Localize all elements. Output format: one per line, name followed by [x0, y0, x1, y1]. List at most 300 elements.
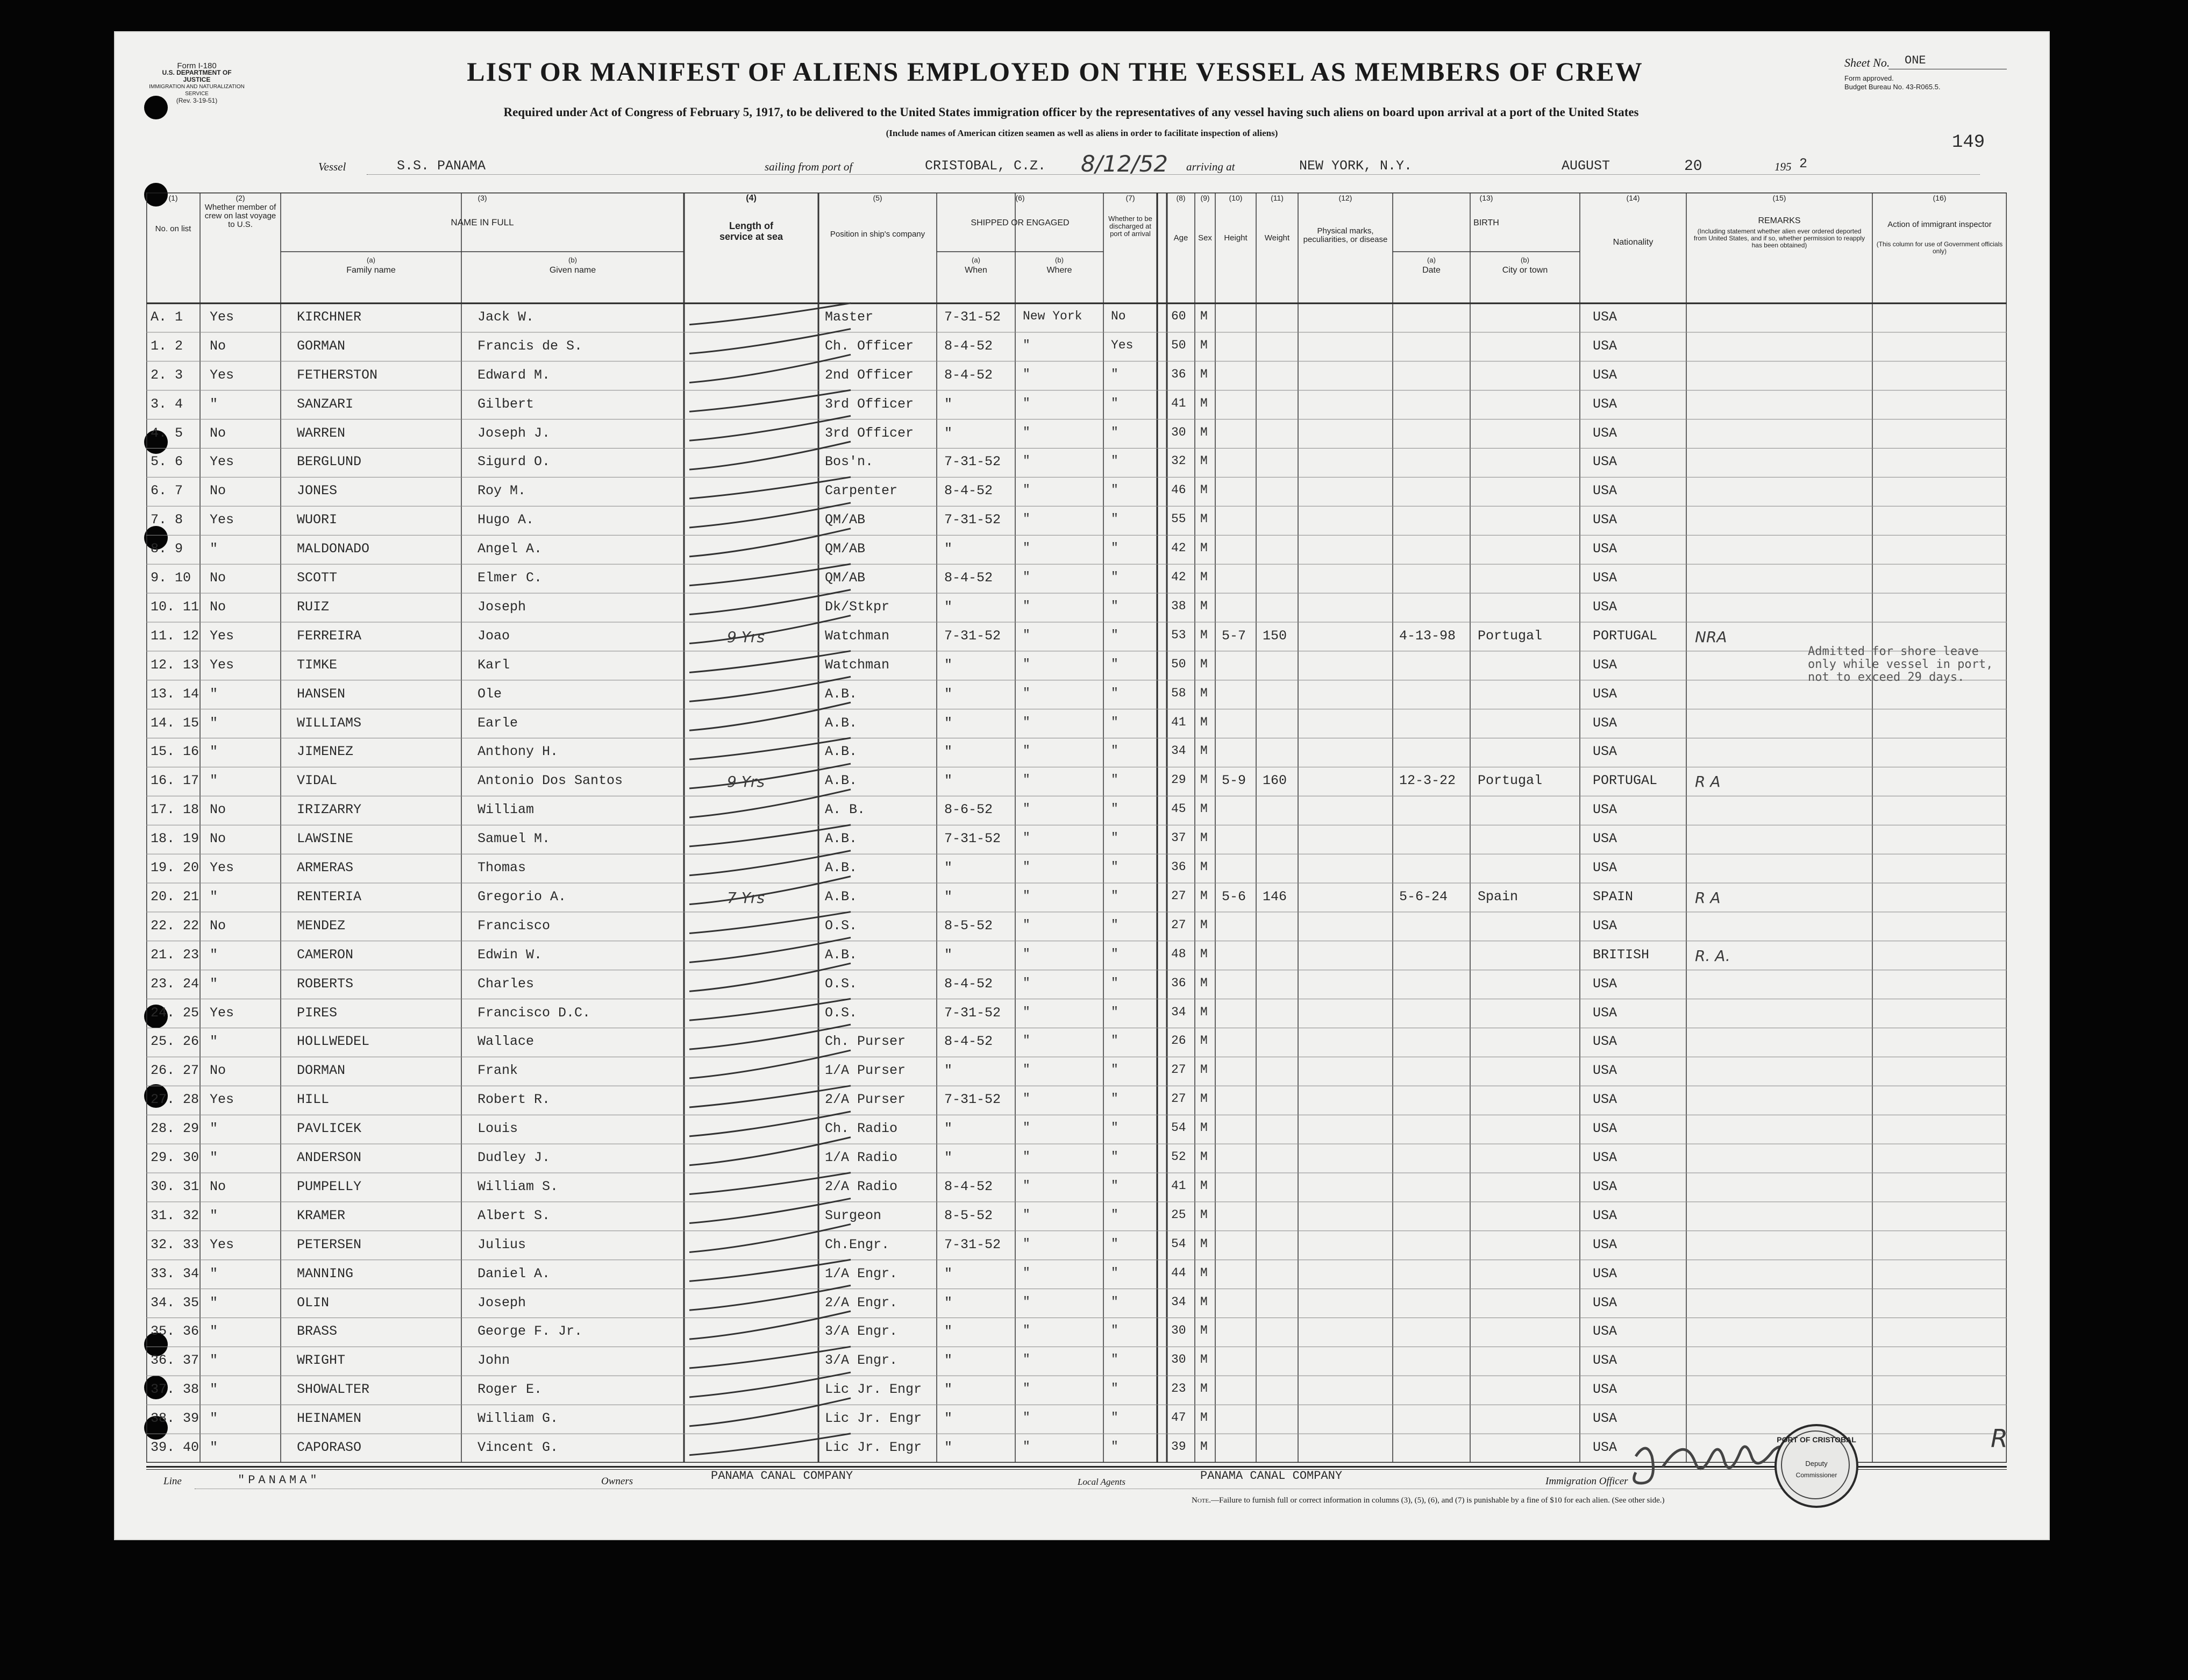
weight-cell: 160 [1263, 773, 1287, 789]
discharge-cell: " [1111, 917, 1118, 932]
vessel-name: S.S. PANAMA [397, 158, 486, 174]
discharge-cell: " [1111, 802, 1118, 816]
shipped-where-cell: " [1023, 1178, 1030, 1193]
crew-last-voyage-cell: Yes [210, 309, 234, 325]
margin-mark: R [1991, 1424, 2008, 1453]
family-name-cell: FETHERSTON [297, 367, 378, 383]
col12-title: Physical marks, peculiarities, or disease [1303, 226, 1388, 244]
given-name-cell: Roger E. [477, 1382, 543, 1398]
port-stamp [1774, 1424, 1858, 1508]
table-row [146, 1202, 2007, 1231]
table-row [146, 332, 2007, 361]
table-row [146, 1260, 2007, 1289]
row-number-cell: 21. 23 [151, 946, 199, 963]
form-subtitle: Required under Act of Congress of February 5, 1917, to be delivered to the United States immigration officer by the representatives of any vessel having such aliens on board upon arrival at a port of the United States [503, 105, 1639, 119]
shipped-when-cell: 7-31-52 [944, 831, 1001, 847]
form-number: Form I-180 [177, 61, 217, 70]
shipped-when-cell: 7-31-52 [944, 1092, 1001, 1108]
position-cell: Carpenter [825, 483, 898, 499]
table-row [146, 825, 2007, 854]
family-name-cell: WILLIAMS [297, 715, 362, 731]
row-number-cell: 20. 21 [151, 888, 199, 905]
discharge-cell: " [1111, 657, 1118, 671]
given-name-cell: Antonio Dos Santos [477, 773, 623, 789]
discharge-cell: " [1111, 367, 1118, 381]
nationality-cell: USA [1593, 1265, 1617, 1282]
row-number-cell: 33. 34 [151, 1265, 199, 1282]
table-row [146, 767, 2007, 796]
discharge-cell: " [1111, 1382, 1118, 1396]
position-cell: Lic Jr. Engr [825, 1440, 922, 1456]
age-cell: 23 [1171, 1382, 1186, 1396]
family-name-cell: IRIZARRY [297, 802, 362, 818]
given-name-cell: William S. [477, 1178, 559, 1194]
given-name-cell: Joseph J. [477, 425, 551, 441]
owners-value: PANAMA CANAL COMPANY [711, 1469, 853, 1483]
form-id-block [148, 62, 245, 104]
col2-title: Whether member of crew on last voyage to U.S. [204, 203, 276, 229]
family-name-cell: BERGLUND [297, 454, 362, 470]
shipped-where-cell: " [1023, 599, 1030, 613]
age-cell: 46 [1171, 483, 1186, 497]
table-row [146, 390, 2007, 419]
crew-table [146, 193, 2007, 1463]
discharge-cell: " [1111, 1034, 1118, 1048]
shipped-where-cell: " [1023, 454, 1030, 468]
nationality-cell: USA [1593, 1092, 1617, 1108]
col14-number: (14) [1626, 194, 1640, 202]
position-cell: 2nd Officer [825, 367, 914, 383]
family-name-cell: WARREN [297, 425, 346, 441]
age-cell: 41 [1171, 715, 1186, 729]
col13a-title: Date [1422, 266, 1441, 275]
row-number-cell: 9. 10 [151, 570, 191, 586]
family-name-cell: KIRCHNER [297, 309, 362, 325]
family-name-cell: SHOWALTER [297, 1382, 370, 1398]
table-row [146, 1231, 2007, 1260]
position-cell: Lic Jr. Engr [825, 1411, 922, 1427]
sex-cell: M [1200, 1323, 1208, 1338]
row-number-cell: 11. 12 [151, 628, 199, 644]
age-cell: 45 [1171, 802, 1186, 816]
sex-cell: M [1200, 802, 1208, 816]
shipped-when-cell: 7-31-52 [944, 454, 1001, 470]
family-name-cell: KRAMER [297, 1207, 346, 1223]
row-number-cell: 25. 26 [151, 1034, 199, 1050]
nationality-cell: USA [1593, 570, 1617, 586]
crew-last-voyage-cell: No [210, 338, 226, 354]
given-name-cell: Ole [477, 686, 502, 702]
table-row [146, 883, 2007, 912]
shipped-when-cell: " [944, 1411, 953, 1427]
age-cell: 26 [1171, 1034, 1186, 1048]
given-name-cell: Vincent G. [477, 1440, 559, 1456]
age-cell: 47 [1171, 1411, 1186, 1425]
age-cell: 34 [1171, 1005, 1186, 1019]
sex-cell: M [1200, 686, 1208, 700]
shipped-where-cell: " [1023, 1150, 1030, 1164]
officer-label: Immigration Officer [1545, 1476, 1628, 1487]
crew-last-voyage-cell: " [210, 541, 218, 557]
nationality-cell: USA [1593, 1034, 1617, 1050]
family-name-cell: OLIN [297, 1294, 330, 1311]
sex-cell: M [1200, 946, 1208, 961]
col3b-number: (b) [568, 256, 577, 264]
shipped-when-cell: " [944, 773, 953, 789]
shipped-where-cell: " [1023, 946, 1030, 961]
col3-title: NAME IN FULL [451, 217, 514, 227]
shipped-when-cell: 8-4-52 [944, 367, 993, 383]
crew-last-voyage-cell: Yes [210, 367, 234, 383]
shipped-when-cell: " [944, 599, 953, 615]
crew-last-voyage-cell: " [210, 946, 218, 963]
nationality-cell: USA [1593, 657, 1617, 673]
col16-title: Action of immigrant inspector [1887, 220, 1992, 229]
position-cell: A.B. [825, 831, 858, 847]
shipped-when-cell: 7-31-52 [944, 1236, 1001, 1252]
family-name-cell: GORMAN [297, 338, 346, 354]
row-number-cell: 30. 31 [151, 1178, 199, 1194]
discharge-cell: " [1111, 1411, 1118, 1425]
age-cell: 37 [1171, 831, 1186, 845]
shipped-when-cell: " [944, 715, 953, 731]
discharge-cell: " [1111, 1063, 1118, 1077]
table-row [146, 1086, 2007, 1115]
given-name-cell: Edwin W. [477, 946, 543, 963]
position-cell: A.B. [825, 686, 858, 702]
position-cell: 2/A Engr. [825, 1294, 898, 1311]
row-number-cell: 2. 3 [151, 367, 183, 383]
position-cell: Surgeon [825, 1207, 882, 1223]
position-cell: 2/A Purser [825, 1092, 906, 1108]
discharge-cell: " [1111, 396, 1118, 410]
table-row [146, 1028, 2007, 1057]
table-row [146, 361, 2007, 390]
family-name-cell: PUMPELLY [297, 1178, 362, 1194]
row-number-cell: 24. 25 [151, 1005, 199, 1021]
family-name-cell: PETERSEN [297, 1236, 362, 1252]
sex-cell: M [1200, 396, 1208, 410]
discharge-cell: " [1111, 976, 1118, 990]
shipped-where-cell: " [1023, 802, 1030, 816]
shipped-where-cell: " [1023, 1092, 1030, 1106]
age-cell: 55 [1171, 512, 1186, 526]
age-cell: 36 [1171, 976, 1186, 990]
age-cell: 60 [1171, 309, 1186, 323]
row-number-cell: 38. 39 [151, 1411, 199, 1427]
crew-last-voyage-cell: No [210, 1178, 226, 1194]
discharge-cell: " [1111, 483, 1118, 497]
sex-cell: M [1200, 1411, 1208, 1425]
col4-title: Length of service at sea [719, 220, 783, 242]
position-cell: QM/AB [825, 541, 866, 557]
position-cell: Master [825, 309, 874, 325]
crew-last-voyage-cell: " [210, 976, 218, 992]
shipped-where-cell: " [1023, 1382, 1030, 1396]
position-cell: QM/AB [825, 570, 866, 586]
nationality-cell: USA [1593, 1150, 1617, 1166]
shipped-where-cell: " [1023, 512, 1030, 526]
table-row [146, 1289, 2007, 1318]
crew-last-voyage-cell: Yes [210, 1092, 234, 1108]
sex-cell: M [1200, 1034, 1208, 1048]
arriving-label: arriving at [1186, 160, 1235, 173]
shipped-when-cell: " [944, 888, 953, 905]
col13-title: BIRTH [1473, 218, 1499, 227]
crew-last-voyage-cell: " [210, 1294, 218, 1311]
col6-number: (6) [1015, 194, 1025, 202]
row-number-cell: 35. 36 [151, 1323, 199, 1340]
nationality-cell: USA [1593, 917, 1617, 934]
col11-title: Weight [1264, 233, 1290, 243]
family-name-cell: RUIZ [297, 599, 330, 615]
discharge-cell: " [1111, 425, 1118, 439]
given-name-cell: Joseph [477, 1294, 526, 1311]
shipped-where-cell: " [1023, 1440, 1030, 1454]
sex-cell: M [1200, 338, 1208, 352]
position-cell: A. B. [825, 802, 866, 818]
col7-number: (7) [1125, 194, 1135, 202]
discharge-cell: " [1111, 1092, 1118, 1106]
sex-cell: M [1200, 1063, 1208, 1077]
departure-port: CRISTOBAL, C.Z. [925, 158, 1046, 174]
age-cell: 27 [1171, 888, 1186, 903]
given-name-cell: William [477, 802, 534, 818]
col15-subtitle: (Including statement whether alien ever ordered deported from United States, and if so, whether permission to reapply has been obtained) [1693, 227, 1865, 249]
nationality-cell: USA [1593, 860, 1617, 876]
department: U.S. DEPARTMENT OF JUSTICE [162, 69, 232, 83]
family-name-cell: VIDAL [297, 773, 338, 789]
given-name-cell: Sigurd O. [477, 454, 551, 470]
age-cell: 27 [1171, 1063, 1186, 1077]
col13a-number: (a) [1427, 256, 1436, 264]
col13-number: (13) [1479, 194, 1493, 202]
age-cell: 36 [1171, 860, 1186, 874]
weight-cell: 146 [1263, 888, 1287, 905]
age-cell: 30 [1171, 425, 1186, 439]
row-number-cell: 13. 14 [151, 686, 199, 702]
crew-last-voyage-cell: " [210, 1121, 218, 1137]
shipped-when-cell: " [944, 946, 953, 963]
shipped-when-cell: " [944, 1150, 953, 1166]
sex-cell: M [1200, 512, 1208, 526]
shipped-where-cell: " [1023, 1034, 1030, 1048]
crew-last-voyage-cell: " [210, 396, 218, 412]
family-name-cell: LAWSINE [297, 831, 354, 847]
age-cell: 44 [1171, 1265, 1186, 1280]
line-value: "PANAMA" [238, 1473, 320, 1487]
nationality-cell: USA [1593, 1411, 1617, 1427]
nationality-cell: USA [1593, 976, 1617, 992]
col6-title: SHIPPED OR ENGAGED [971, 218, 1070, 227]
shipped-where-cell: " [1023, 338, 1030, 352]
family-name-cell: HANSEN [297, 686, 346, 702]
position-cell: A.B. [825, 715, 858, 731]
family-name-cell: SANZARI [297, 396, 354, 412]
nationality-cell: SPAIN [1593, 888, 1634, 905]
col8-title: Age [1173, 233, 1188, 243]
shipped-where-cell: " [1023, 1063, 1030, 1077]
row-number-cell: 39. 40 [151, 1440, 199, 1456]
table-row [146, 651, 2007, 680]
discharge-cell: " [1111, 715, 1118, 729]
nationality-cell: USA [1593, 831, 1617, 847]
service-length-cell: 7 Yrs [727, 888, 765, 907]
shipped-when-cell: " [944, 744, 953, 760]
row-number-cell: 12. 13 [151, 657, 199, 673]
nationality-cell: USA [1593, 1352, 1617, 1369]
row-number-cell: 18. 19 [151, 831, 199, 847]
shipped-where-cell: " [1023, 1323, 1030, 1338]
position-cell: Watchman [825, 657, 890, 673]
table-row [146, 1057, 2007, 1086]
birth-date-cell: 12-3-22 [1399, 773, 1456, 789]
given-name-cell: William G. [477, 1411, 559, 1427]
age-cell: 29 [1171, 773, 1186, 787]
position-cell: 3/A Engr. [825, 1323, 898, 1340]
family-name-cell: MALDONADO [297, 541, 370, 557]
given-name-cell: Elmer C. [477, 570, 543, 586]
family-name-cell: HEINAMEN [297, 1411, 362, 1427]
sex-cell: M [1200, 1352, 1208, 1367]
nationality-cell: USA [1593, 483, 1617, 499]
weight-cell: 150 [1263, 628, 1287, 644]
note-label: Note. [1192, 1496, 1211, 1505]
table-row [146, 1318, 2007, 1347]
col5-title: Position in ship's company [830, 230, 925, 239]
age-cell: 36 [1171, 367, 1186, 381]
col10-number: (10) [1229, 194, 1243, 202]
table-row [146, 796, 2007, 825]
given-name-cell: Dudley J. [477, 1150, 551, 1166]
age-cell: 50 [1171, 657, 1186, 671]
position-cell: O.S. [825, 976, 858, 992]
discharge-cell: " [1111, 888, 1118, 903]
age-cell: 50 [1171, 338, 1186, 352]
nationality-cell: USA [1593, 309, 1617, 325]
nationality-cell: USA [1593, 367, 1617, 383]
table-row [146, 477, 2007, 506]
sex-cell: M [1200, 1092, 1208, 1106]
remarks-cell: R A [1695, 773, 1721, 791]
nationality-cell: USA [1593, 802, 1617, 818]
position-cell: 1/A Radio [825, 1150, 898, 1166]
given-name-cell: Robert R. [477, 1092, 551, 1108]
shipped-where-cell: New York [1023, 309, 1082, 323]
crew-last-voyage-cell: " [210, 1352, 218, 1369]
position-cell: Lic Jr. Engr [825, 1382, 922, 1398]
row-number-cell: 27. 28 [151, 1092, 199, 1108]
nationality-cell: USA [1593, 1005, 1617, 1021]
given-name-cell: George F. Jr. [477, 1323, 583, 1340]
shipped-where-cell: " [1023, 367, 1030, 381]
nationality-cell: USA [1593, 338, 1617, 354]
arrival-day: 20 [1684, 158, 1702, 175]
family-name-cell: HOLLWEDEL [297, 1034, 370, 1050]
given-name-cell: Earle [477, 715, 518, 731]
shipped-where-cell: " [1023, 570, 1030, 585]
shipped-when-cell: " [944, 1121, 953, 1137]
position-cell: 3/A Engr. [825, 1352, 898, 1369]
given-name-cell: Angel A. [477, 541, 543, 557]
sex-cell: M [1200, 425, 1208, 439]
age-cell: 52 [1171, 1150, 1186, 1164]
col6a-number: (a) [972, 256, 980, 264]
family-name-cell: MANNING [297, 1265, 354, 1282]
shipped-when-cell: 7-31-52 [944, 628, 1001, 644]
position-cell: QM/AB [825, 512, 866, 528]
crew-last-voyage-cell: " [210, 744, 218, 760]
discharge-cell: " [1111, 1265, 1118, 1280]
stamp-mid-text: Deputy [1805, 1460, 1828, 1468]
sex-cell: M [1200, 1440, 1208, 1454]
family-name-cell: HILL [297, 1092, 330, 1108]
col7-title: Whether to be discharged at port of arrival [1108, 215, 1152, 238]
shipped-when-cell: 8-5-52 [944, 917, 993, 934]
given-name-cell: Albert S. [477, 1207, 551, 1223]
discharge-cell: " [1111, 1178, 1118, 1193]
position-cell: 1/A Purser [825, 1063, 906, 1079]
position-cell: A.B. [825, 946, 858, 963]
shipped-where-cell: " [1023, 541, 1030, 556]
given-name-cell: Gregorio A. [477, 888, 567, 905]
given-name-cell: Thomas [477, 860, 526, 876]
sex-cell: M [1200, 541, 1208, 556]
discharge-cell: " [1111, 1294, 1118, 1309]
col14-title: Nationality [1613, 238, 1654, 247]
age-cell: 25 [1171, 1207, 1186, 1222]
birth-city-cell: Spain [1478, 888, 1519, 905]
nationality-cell: USA [1593, 1294, 1617, 1311]
table-row [146, 854, 2007, 883]
shipped-when-cell: " [944, 686, 953, 702]
row-number-cell: 6. 7 [151, 483, 183, 499]
shipped-when-cell: 8-4-52 [944, 1178, 993, 1194]
remarks-cell: NRA [1695, 628, 1727, 646]
crew-last-voyage-cell: " [210, 888, 218, 905]
crew-last-voyage-cell: " [210, 686, 218, 702]
age-cell: 54 [1171, 1236, 1186, 1251]
shipped-when-cell: 7-31-52 [944, 512, 1001, 528]
remarks-cell: R. A. [1695, 946, 1730, 965]
nationality-cell: USA [1593, 396, 1617, 412]
family-name-cell: TIMKE [297, 657, 338, 673]
sex-cell: M [1200, 599, 1208, 613]
family-name-cell: BRASS [297, 1323, 338, 1340]
row-number-cell: 19. 20 [151, 860, 199, 876]
given-name-cell: Gilbert [477, 396, 534, 412]
col16-subtitle: (This column for use of Government officials only) [1876, 240, 2003, 255]
position-cell: 3rd Officer [825, 425, 914, 441]
discharge-cell: " [1111, 454, 1118, 468]
height-cell: 5-6 [1222, 888, 1246, 905]
discharge-cell: " [1111, 744, 1118, 758]
crew-last-voyage-cell: No [210, 802, 226, 818]
crew-last-voyage-cell: No [210, 483, 226, 499]
position-cell: O.S. [825, 917, 858, 934]
family-name-cell: CAPORASO [297, 1440, 362, 1456]
position-cell: A.B. [825, 888, 858, 905]
crew-last-voyage-cell: Yes [210, 454, 234, 470]
nationality-cell: PORTUGAL [1593, 773, 1658, 789]
family-name-cell: JONES [297, 483, 338, 499]
given-name-cell: Roy M. [477, 483, 526, 499]
position-cell: 1/A Engr. [825, 1265, 898, 1282]
table-row [146, 912, 2007, 941]
shipped-when-cell: 7-31-52 [944, 1005, 1001, 1021]
family-name-cell: PIRES [297, 1005, 338, 1021]
nationality-cell: USA [1593, 454, 1617, 470]
